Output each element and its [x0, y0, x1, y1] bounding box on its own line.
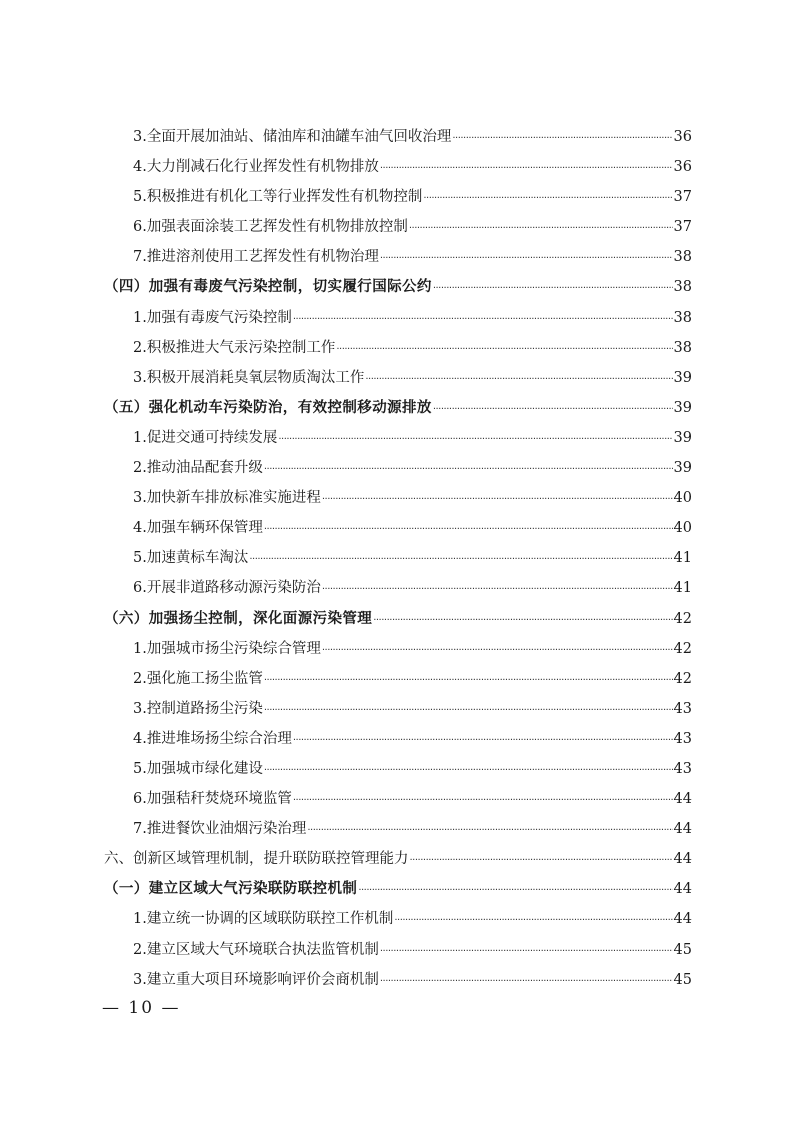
toc-entry-title: 7.推进餐饮业油烟污染治理: [133, 821, 307, 838]
toc-entry-page: 39: [673, 460, 692, 477]
toc-entry-title: 1.促进交通可持续发展: [133, 429, 278, 446]
toc-dot-leader: [249, 545, 672, 573]
toc-dot-leader: [307, 816, 672, 844]
toc-dot-leader: [433, 395, 673, 423]
toc-dot-leader: [264, 455, 673, 483]
toc-dot-leader: [409, 214, 673, 242]
toc-entry-page: 38: [673, 249, 692, 266]
toc-entry-page: 43: [673, 730, 692, 747]
toc-entry-title: 3.加快新车排放标准实施进程: [133, 490, 321, 507]
toc-entry-page: 39: [673, 429, 692, 446]
toc-entry[interactable]: [104, 152, 692, 182]
toc-dot-leader: [264, 696, 673, 724]
toc-dot-leader: [293, 786, 673, 814]
toc-entry[interactable]: [104, 333, 692, 363]
toc-entry[interactable]: [104, 754, 692, 784]
toc-entry-title: （四）加强有毒废气污染控制，切实履行国际公约: [104, 278, 432, 296]
toc-entry[interactable]: [104, 965, 692, 995]
toc-entry[interactable]: [104, 694, 692, 724]
toc-entry-page: 44: [673, 851, 692, 868]
toc-entry[interactable]: [104, 604, 692, 634]
toc-entry-title: 5.加强城市绿化建设: [133, 760, 263, 777]
toc-dot-leader: [264, 666, 673, 694]
toc-entry-title: 4.加强车辆环保管理: [133, 520, 263, 537]
toc-entry-title: 六、创新区域管理机制，提升联防联控管理能力: [104, 851, 409, 868]
toc-entry-title: 2.推动油品配套升级: [133, 460, 263, 477]
toc-entry-page: 42: [673, 610, 692, 627]
toc-entry-page: 37: [673, 189, 692, 206]
toc-entry-title: 5.积极推进有机化工等行业挥发性有机物控制: [133, 189, 423, 206]
toc-entry-page: 40: [673, 520, 692, 537]
toc-entry-page: 42: [673, 640, 692, 657]
toc-dot-leader: [380, 244, 673, 272]
toc-entry-title: 1.加强城市扬尘污染综合管理: [133, 640, 321, 657]
toc-entry-page: 41: [673, 550, 692, 567]
toc-entry-page: 38: [673, 309, 692, 326]
toc-dot-leader: [336, 335, 672, 363]
toc-dot-leader: [394, 906, 672, 934]
toc-dot-leader: [322, 636, 673, 664]
toc-entry-title: 7.推进溶剂使用工艺挥发性有机物治理: [133, 249, 379, 266]
toc-entry-page: 39: [673, 399, 692, 416]
toc-entry[interactable]: [104, 814, 692, 844]
toc-entry[interactable]: [104, 212, 692, 242]
toc-entry-title: （五）强化机动车污染防治，有效控制移动源排放: [104, 398, 432, 416]
toc-entry-title: （一）建立区域大气污染联防联控机制: [104, 880, 358, 898]
toc-entry-page: 41: [673, 580, 692, 597]
toc-entry[interactable]: [104, 122, 692, 152]
toc-entry-title: 6.加强表面涂装工艺挥发性有机物排放控制: [133, 219, 408, 236]
toc-dot-leader: [358, 876, 672, 904]
toc-entry-title: 6.开展非道路移动源污染防治: [133, 580, 321, 597]
toc-entry[interactable]: [104, 453, 692, 483]
toc-entry-page: 43: [673, 760, 692, 777]
toc-dot-leader: [452, 124, 672, 152]
toc-entry-title: 1.加强有毒废气污染控制: [133, 309, 292, 326]
toc-dot-leader: [380, 937, 673, 965]
toc-entry[interactable]: [104, 543, 692, 573]
toc-entry[interactable]: [104, 573, 692, 603]
toc-entry-page: 45: [673, 971, 692, 988]
toc-entry[interactable]: [104, 634, 692, 664]
toc-dot-leader: [278, 425, 672, 453]
toc-entry-page: 44: [673, 791, 692, 808]
table-of-contents: [104, 122, 692, 995]
toc-entry[interactable]: [104, 272, 692, 302]
toc-entry-page: 45: [673, 941, 692, 958]
toc-entry-title: 3.建立重大项目环境影响评价会商机制: [133, 971, 379, 988]
toc-entry-title: 3.全面开展加油站、储油库和油罐车油气回收治理: [133, 129, 452, 145]
page-number: — 10 —: [102, 998, 181, 1018]
toc-entry[interactable]: [104, 363, 692, 393]
toc-entry-title: 3.控制道路扬尘污染: [133, 700, 263, 717]
toc-entry-title: 4.推进堆场扬尘综合治理: [133, 730, 292, 747]
toc-dot-leader: [423, 184, 672, 212]
toc-entry[interactable]: [104, 242, 692, 272]
toc-dot-leader: [293, 726, 673, 754]
toc-entry[interactable]: [104, 664, 692, 694]
toc-entry-page: 44: [673, 911, 692, 928]
toc-entry[interactable]: [104, 303, 692, 333]
toc-entry-page: 43: [673, 700, 692, 717]
toc-entry-title: 2.强化施工扬尘监管: [133, 670, 263, 687]
toc-dot-leader: [293, 305, 673, 333]
toc-entry-page: 38: [673, 279, 692, 296]
toc-entry[interactable]: [104, 724, 692, 754]
toc-dot-leader: [380, 967, 673, 995]
toc-entry-page: 44: [673, 881, 692, 898]
toc-entry[interactable]: [104, 513, 692, 543]
toc-entry-page: 39: [673, 369, 692, 386]
toc-entry-title: 4.大力削减石化行业挥发性有机物排放: [133, 159, 379, 176]
toc-entry[interactable]: [104, 844, 692, 874]
toc-entry-title: 5.加速黄标车淘汰: [133, 550, 249, 567]
toc-dot-leader: [380, 154, 673, 182]
toc-dot-leader: [410, 846, 673, 874]
toc-dot-leader: [322, 485, 673, 513]
toc-entry-title: 1.建立统一协调的区域联防联控工作机制: [133, 911, 394, 928]
toc-entry-page: 40: [673, 490, 692, 507]
toc-dot-leader: [373, 606, 672, 634]
toc-entry-title: 6.加强秸秆焚烧环境监管: [133, 791, 292, 808]
toc-entry-title: （六）加强扬尘控制，深化面源污染管理: [104, 609, 373, 627]
toc-entry[interactable]: [104, 483, 692, 513]
toc-dot-leader: [433, 274, 673, 302]
toc-entry[interactable]: [104, 904, 692, 934]
toc-entry[interactable]: [104, 393, 692, 423]
toc-entry-page: 36: [673, 159, 692, 176]
toc-entry-title: 3.积极开展消耗臭氧层物质淘汰工作: [133, 369, 365, 386]
toc-entry[interactable]: [104, 423, 692, 453]
toc-entry[interactable]: [104, 182, 692, 212]
toc-entry[interactable]: [104, 935, 692, 965]
toc-entry-title: 2.积极推进大气汞污染控制工作: [133, 339, 336, 356]
toc-dot-leader: [365, 365, 672, 393]
toc-entry[interactable]: [104, 784, 692, 814]
toc-entry-page: 38: [673, 339, 692, 356]
toc-entry-page: 36: [673, 129, 692, 145]
toc-entry[interactable]: [104, 874, 692, 904]
toc-entry-page: 44: [673, 821, 692, 838]
toc-dot-leader: [264, 515, 673, 543]
toc-dot-leader: [322, 575, 673, 603]
toc-entry-page: 37: [673, 219, 692, 236]
toc-dot-leader: [264, 756, 673, 784]
toc-entry-page: 42: [673, 670, 692, 687]
toc-entry-title: 2.建立区域大气环境联合执法监管机制: [133, 941, 379, 958]
